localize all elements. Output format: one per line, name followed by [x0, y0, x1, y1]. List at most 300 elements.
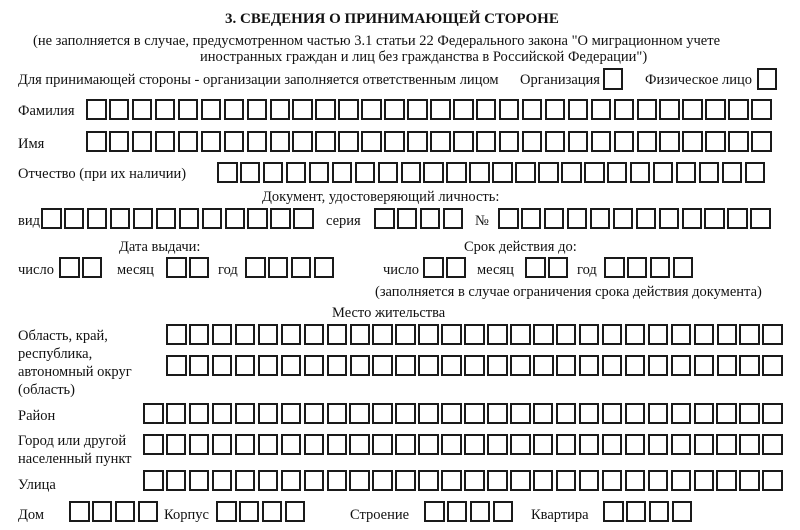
char-cell[interactable]: [648, 470, 669, 491]
char-cell[interactable]: [487, 403, 508, 424]
patronymic-field[interactable]: [217, 162, 765, 183]
char-cell[interactable]: [556, 434, 577, 455]
char-cell[interactable]: [533, 324, 554, 345]
doc-series-field[interactable]: [374, 208, 463, 229]
char-cell[interactable]: [682, 131, 703, 152]
char-cell[interactable]: [659, 208, 680, 229]
char-cell[interactable]: [179, 208, 200, 229]
char-cell[interactable]: [603, 501, 624, 522]
char-cell[interactable]: [650, 257, 671, 278]
char-cell[interactable]: [453, 99, 474, 120]
char-cell[interactable]: [258, 355, 279, 376]
char-cell[interactable]: [441, 434, 462, 455]
char-cell[interactable]: [705, 99, 726, 120]
district-field[interactable]: [143, 403, 783, 424]
char-cell[interactable]: [625, 434, 646, 455]
char-cell[interactable]: [258, 434, 279, 455]
char-cell[interactable]: [281, 324, 302, 345]
char-cell[interactable]: [418, 324, 439, 345]
char-cell[interactable]: [487, 470, 508, 491]
char-cell[interactable]: [304, 403, 325, 424]
char-cell[interactable]: [704, 208, 725, 229]
char-cell[interactable]: [579, 403, 600, 424]
char-cell[interactable]: [212, 403, 233, 424]
char-cell[interactable]: [212, 434, 233, 455]
char-cell[interactable]: [292, 131, 313, 152]
char-cell[interactable]: [568, 99, 589, 120]
char-cell[interactable]: [493, 501, 514, 522]
char-cell[interactable]: [492, 162, 513, 183]
char-cell[interactable]: [625, 403, 646, 424]
char-cell[interactable]: [418, 434, 439, 455]
char-cell[interactable]: [556, 403, 577, 424]
char-cell[interactable]: [133, 208, 154, 229]
char-cell[interactable]: [487, 355, 508, 376]
char-cell[interactable]: [166, 403, 187, 424]
char-cell[interactable]: [420, 208, 441, 229]
char-cell[interactable]: [327, 324, 348, 345]
char-cell[interactable]: [315, 99, 336, 120]
char-cell[interactable]: [212, 324, 233, 345]
char-cell[interactable]: [143, 434, 164, 455]
char-cell[interactable]: [355, 162, 376, 183]
char-cell[interactable]: [510, 355, 531, 376]
char-cell[interactable]: [727, 208, 748, 229]
char-cell[interactable]: [189, 257, 210, 278]
char-cell[interactable]: [579, 434, 600, 455]
valid-month-field[interactable]: [525, 257, 568, 278]
char-cell[interactable]: [637, 99, 658, 120]
char-cell[interactable]: [235, 324, 256, 345]
char-cell[interactable]: [64, 208, 85, 229]
char-cell[interactable]: [430, 131, 451, 152]
char-cell[interactable]: [216, 501, 237, 522]
char-cell[interactable]: [671, 324, 692, 345]
char-cell[interactable]: [155, 99, 176, 120]
char-cell[interactable]: [384, 131, 405, 152]
char-cell[interactable]: [728, 131, 749, 152]
char-cell[interactable]: [602, 403, 623, 424]
char-cell[interactable]: [487, 324, 508, 345]
char-cell[interactable]: [395, 434, 416, 455]
char-cell[interactable]: [132, 131, 153, 152]
char-cell[interactable]: [258, 470, 279, 491]
surname-field[interactable]: [86, 99, 772, 120]
char-cell[interactable]: [522, 131, 543, 152]
doc-number-field[interactable]: [498, 208, 771, 229]
char-cell[interactable]: [591, 99, 612, 120]
char-cell[interactable]: [258, 403, 279, 424]
char-cell[interactable]: [327, 403, 348, 424]
char-cell[interactable]: [350, 324, 371, 345]
char-cell[interactable]: [384, 99, 405, 120]
char-cell[interactable]: [716, 403, 737, 424]
char-cell[interactable]: [224, 131, 245, 152]
char-cell[interactable]: [510, 324, 531, 345]
char-cell[interactable]: [235, 403, 256, 424]
char-cell[interactable]: [762, 355, 783, 376]
char-cell[interactable]: [717, 355, 738, 376]
char-cell[interactable]: [545, 131, 566, 152]
char-cell[interactable]: [395, 355, 416, 376]
char-cell[interactable]: [716, 434, 737, 455]
char-cell[interactable]: [281, 355, 302, 376]
char-cell[interactable]: [604, 257, 625, 278]
char-cell[interactable]: [476, 131, 497, 152]
char-cell[interactable]: [407, 131, 428, 152]
char-cell[interactable]: [522, 99, 543, 120]
char-cell[interactable]: [372, 470, 393, 491]
char-cell[interactable]: [395, 403, 416, 424]
char-cell[interactable]: [372, 434, 393, 455]
char-cell[interactable]: [327, 355, 348, 376]
char-cell[interactable]: [443, 208, 464, 229]
char-cell[interactable]: [476, 99, 497, 120]
char-cell[interactable]: [327, 470, 348, 491]
char-cell[interactable]: [156, 208, 177, 229]
char-cell[interactable]: [201, 131, 222, 152]
first-name-field[interactable]: [86, 131, 772, 152]
char-cell[interactable]: [510, 470, 531, 491]
char-cell[interactable]: [653, 162, 674, 183]
char-cell[interactable]: [521, 208, 542, 229]
char-cell[interactable]: [262, 501, 283, 522]
char-cell[interactable]: [281, 403, 302, 424]
char-cell[interactable]: [515, 162, 536, 183]
char-cell[interactable]: [533, 434, 554, 455]
char-cell[interactable]: [270, 99, 291, 120]
structure-field[interactable]: [424, 501, 513, 522]
char-cell[interactable]: [548, 257, 569, 278]
char-cell[interactable]: [143, 470, 164, 491]
char-cell[interactable]: [407, 99, 428, 120]
char-cell[interactable]: [447, 501, 468, 522]
char-cell[interactable]: [614, 131, 635, 152]
char-cell[interactable]: [579, 355, 600, 376]
char-cell[interactable]: [694, 403, 715, 424]
char-cell[interactable]: [225, 208, 246, 229]
char-cell[interactable]: [189, 434, 210, 455]
char-cell[interactable]: [110, 208, 131, 229]
char-cell[interactable]: [659, 99, 680, 120]
char-cell[interactable]: [545, 99, 566, 120]
char-cell[interactable]: [648, 434, 669, 455]
char-cell[interactable]: [745, 162, 766, 183]
char-cell[interactable]: [750, 208, 771, 229]
char-cell[interactable]: [672, 501, 693, 522]
char-cell[interactable]: [499, 131, 520, 152]
char-cell[interactable]: [304, 470, 325, 491]
char-cell[interactable]: [533, 355, 554, 376]
char-cell[interactable]: [109, 131, 130, 152]
char-cell[interactable]: [762, 434, 783, 455]
char-cell[interactable]: [314, 257, 335, 278]
region-field-row-1[interactable]: [166, 324, 783, 345]
char-cell[interactable]: [762, 470, 783, 491]
house-field[interactable]: [69, 501, 158, 522]
char-cell[interactable]: [59, 257, 80, 278]
char-cell[interactable]: [556, 324, 577, 345]
char-cell[interactable]: [470, 501, 491, 522]
char-cell[interactable]: [682, 99, 703, 120]
char-cell[interactable]: [682, 208, 703, 229]
char-cell[interactable]: [602, 434, 623, 455]
char-cell[interactable]: [247, 131, 268, 152]
char-cell[interactable]: [673, 257, 694, 278]
char-cell[interactable]: [258, 324, 279, 345]
char-cell[interactable]: [716, 470, 737, 491]
char-cell[interactable]: [395, 324, 416, 345]
char-cell[interactable]: [87, 208, 108, 229]
region-field-row-2[interactable]: [166, 355, 783, 376]
char-cell[interactable]: [659, 131, 680, 152]
char-cell[interactable]: [602, 355, 623, 376]
char-cell[interactable]: [115, 501, 136, 522]
char-cell[interactable]: [446, 257, 467, 278]
street-field[interactable]: [143, 470, 783, 491]
char-cell[interactable]: [395, 470, 416, 491]
char-cell[interactable]: [487, 434, 508, 455]
char-cell[interactable]: [212, 355, 233, 376]
char-cell[interactable]: [166, 257, 187, 278]
char-cell[interactable]: [166, 434, 187, 455]
char-cell[interactable]: [245, 257, 266, 278]
valid-day-field[interactable]: [423, 257, 466, 278]
char-cell[interactable]: [224, 99, 245, 120]
char-cell[interactable]: [649, 501, 670, 522]
char-cell[interactable]: [648, 324, 669, 345]
char-cell[interactable]: [722, 162, 743, 183]
char-cell[interactable]: [499, 99, 520, 120]
char-cell[interactable]: [41, 208, 62, 229]
char-cell[interactable]: [304, 355, 325, 376]
char-cell[interactable]: [349, 434, 370, 455]
char-cell[interactable]: [268, 257, 289, 278]
char-cell[interactable]: [739, 434, 760, 455]
char-cell[interactable]: [637, 131, 658, 152]
char-cell[interactable]: [441, 470, 462, 491]
char-cell[interactable]: [281, 470, 302, 491]
char-cell[interactable]: [338, 131, 359, 152]
char-cell[interactable]: [694, 470, 715, 491]
char-cell[interactable]: [361, 131, 382, 152]
char-cell[interactable]: [671, 470, 692, 491]
char-cell[interactable]: [418, 470, 439, 491]
char-cell[interactable]: [739, 355, 760, 376]
char-cell[interactable]: [270, 208, 291, 229]
char-cell[interactable]: [590, 208, 611, 229]
char-cell[interactable]: [584, 162, 605, 183]
char-cell[interactable]: [189, 403, 210, 424]
building-field[interactable]: [216, 501, 305, 522]
char-cell[interactable]: [525, 257, 546, 278]
char-cell[interactable]: [602, 470, 623, 491]
char-cell[interactable]: [648, 355, 669, 376]
char-cell[interactable]: [397, 208, 418, 229]
char-cell[interactable]: [627, 257, 648, 278]
char-cell[interactable]: [86, 99, 107, 120]
char-cell[interactable]: [614, 99, 635, 120]
char-cell[interactable]: [189, 355, 210, 376]
char-cell[interactable]: [538, 162, 559, 183]
char-cell[interactable]: [671, 403, 692, 424]
char-cell[interactable]: [762, 403, 783, 424]
char-cell[interactable]: [579, 324, 600, 345]
char-cell[interactable]: [349, 403, 370, 424]
valid-year-field[interactable]: [604, 257, 693, 278]
char-cell[interactable]: [304, 434, 325, 455]
char-cell[interactable]: [717, 324, 738, 345]
char-cell[interactable]: [378, 162, 399, 183]
char-cell[interactable]: [178, 99, 199, 120]
char-cell[interactable]: [350, 355, 371, 376]
char-cell[interactable]: [212, 470, 233, 491]
char-cell[interactable]: [671, 355, 692, 376]
char-cell[interactable]: [464, 470, 485, 491]
char-cell[interactable]: [132, 99, 153, 120]
char-cell[interactable]: [579, 470, 600, 491]
city-field[interactable]: [143, 434, 783, 455]
char-cell[interactable]: [751, 131, 772, 152]
char-cell[interactable]: [372, 324, 393, 345]
char-cell[interactable]: [464, 355, 485, 376]
char-cell[interactable]: [751, 99, 772, 120]
char-cell[interactable]: [418, 403, 439, 424]
char-cell[interactable]: [671, 434, 692, 455]
char-cell[interactable]: [372, 403, 393, 424]
char-cell[interactable]: [464, 434, 485, 455]
char-cell[interactable]: [430, 99, 451, 120]
char-cell[interactable]: [338, 99, 359, 120]
char-cell[interactable]: [739, 324, 760, 345]
char-cell[interactable]: [155, 131, 176, 152]
char-cell[interactable]: [178, 131, 199, 152]
char-cell[interactable]: [424, 501, 445, 522]
char-cell[interactable]: [166, 324, 187, 345]
char-cell[interactable]: [82, 257, 103, 278]
char-cell[interactable]: [510, 403, 531, 424]
individual-checkbox[interactable]: [757, 68, 777, 90]
char-cell[interactable]: [694, 355, 715, 376]
char-cell[interactable]: [705, 131, 726, 152]
char-cell[interactable]: [304, 324, 325, 345]
char-cell[interactable]: [327, 434, 348, 455]
char-cell[interactable]: [533, 403, 554, 424]
char-cell[interactable]: [69, 501, 90, 522]
char-cell[interactable]: [372, 355, 393, 376]
char-cell[interactable]: [166, 355, 187, 376]
char-cell[interactable]: [189, 324, 210, 345]
char-cell[interactable]: [189, 470, 210, 491]
char-cell[interactable]: [464, 403, 485, 424]
char-cell[interactable]: [239, 501, 260, 522]
char-cell[interactable]: [567, 208, 588, 229]
char-cell[interactable]: [332, 162, 353, 183]
char-cell[interactable]: [235, 470, 256, 491]
char-cell[interactable]: [625, 355, 646, 376]
char-cell[interactable]: [441, 324, 462, 345]
char-cell[interactable]: [240, 162, 261, 183]
char-cell[interactable]: [247, 208, 268, 229]
char-cell[interactable]: [166, 470, 187, 491]
char-cell[interactable]: [423, 162, 444, 183]
char-cell[interactable]: [86, 131, 107, 152]
char-cell[interactable]: [626, 501, 647, 522]
char-cell[interactable]: [533, 470, 554, 491]
char-cell[interactable]: [349, 470, 370, 491]
char-cell[interactable]: [464, 324, 485, 345]
char-cell[interactable]: [285, 501, 306, 522]
char-cell[interactable]: [728, 99, 749, 120]
char-cell[interactable]: [613, 208, 634, 229]
char-cell[interactable]: [109, 99, 130, 120]
char-cell[interactable]: [544, 208, 565, 229]
char-cell[interactable]: [699, 162, 720, 183]
char-cell[interactable]: [676, 162, 697, 183]
char-cell[interactable]: [423, 257, 444, 278]
char-cell[interactable]: [374, 208, 395, 229]
char-cell[interactable]: [630, 162, 651, 183]
char-cell[interactable]: [739, 470, 760, 491]
char-cell[interactable]: [401, 162, 422, 183]
char-cell[interactable]: [293, 208, 314, 229]
char-cell[interactable]: [263, 162, 284, 183]
char-cell[interactable]: [281, 434, 302, 455]
char-cell[interactable]: [739, 403, 760, 424]
char-cell[interactable]: [309, 162, 330, 183]
char-cell[interactable]: [510, 434, 531, 455]
issue-year-field[interactable]: [245, 257, 334, 278]
char-cell[interactable]: [441, 403, 462, 424]
char-cell[interactable]: [138, 501, 159, 522]
char-cell[interactable]: [361, 99, 382, 120]
char-cell[interactable]: [291, 257, 312, 278]
char-cell[interactable]: [762, 324, 783, 345]
issue-day-field[interactable]: [59, 257, 102, 278]
char-cell[interactable]: [556, 355, 577, 376]
char-cell[interactable]: [446, 162, 467, 183]
char-cell[interactable]: [636, 208, 657, 229]
char-cell[interactable]: [602, 324, 623, 345]
char-cell[interactable]: [591, 131, 612, 152]
char-cell[interactable]: [235, 355, 256, 376]
char-cell[interactable]: [143, 403, 164, 424]
char-cell[interactable]: [92, 501, 113, 522]
char-cell[interactable]: [418, 355, 439, 376]
char-cell[interactable]: [469, 162, 490, 183]
char-cell[interactable]: [556, 470, 577, 491]
char-cell[interactable]: [625, 324, 646, 345]
char-cell[interactable]: [270, 131, 291, 152]
char-cell[interactable]: [202, 208, 223, 229]
char-cell[interactable]: [648, 403, 669, 424]
char-cell[interactable]: [694, 434, 715, 455]
char-cell[interactable]: [568, 131, 589, 152]
char-cell[interactable]: [247, 99, 268, 120]
char-cell[interactable]: [498, 208, 519, 229]
char-cell[interactable]: [286, 162, 307, 183]
char-cell[interactable]: [561, 162, 582, 183]
char-cell[interactable]: [201, 99, 222, 120]
char-cell[interactable]: [235, 434, 256, 455]
char-cell[interactable]: [453, 131, 474, 152]
doc-type-field[interactable]: [41, 208, 314, 229]
char-cell[interactable]: [607, 162, 628, 183]
char-cell[interactable]: [315, 131, 336, 152]
char-cell[interactable]: [217, 162, 238, 183]
char-cell[interactable]: [625, 470, 646, 491]
char-cell[interactable]: [441, 355, 462, 376]
